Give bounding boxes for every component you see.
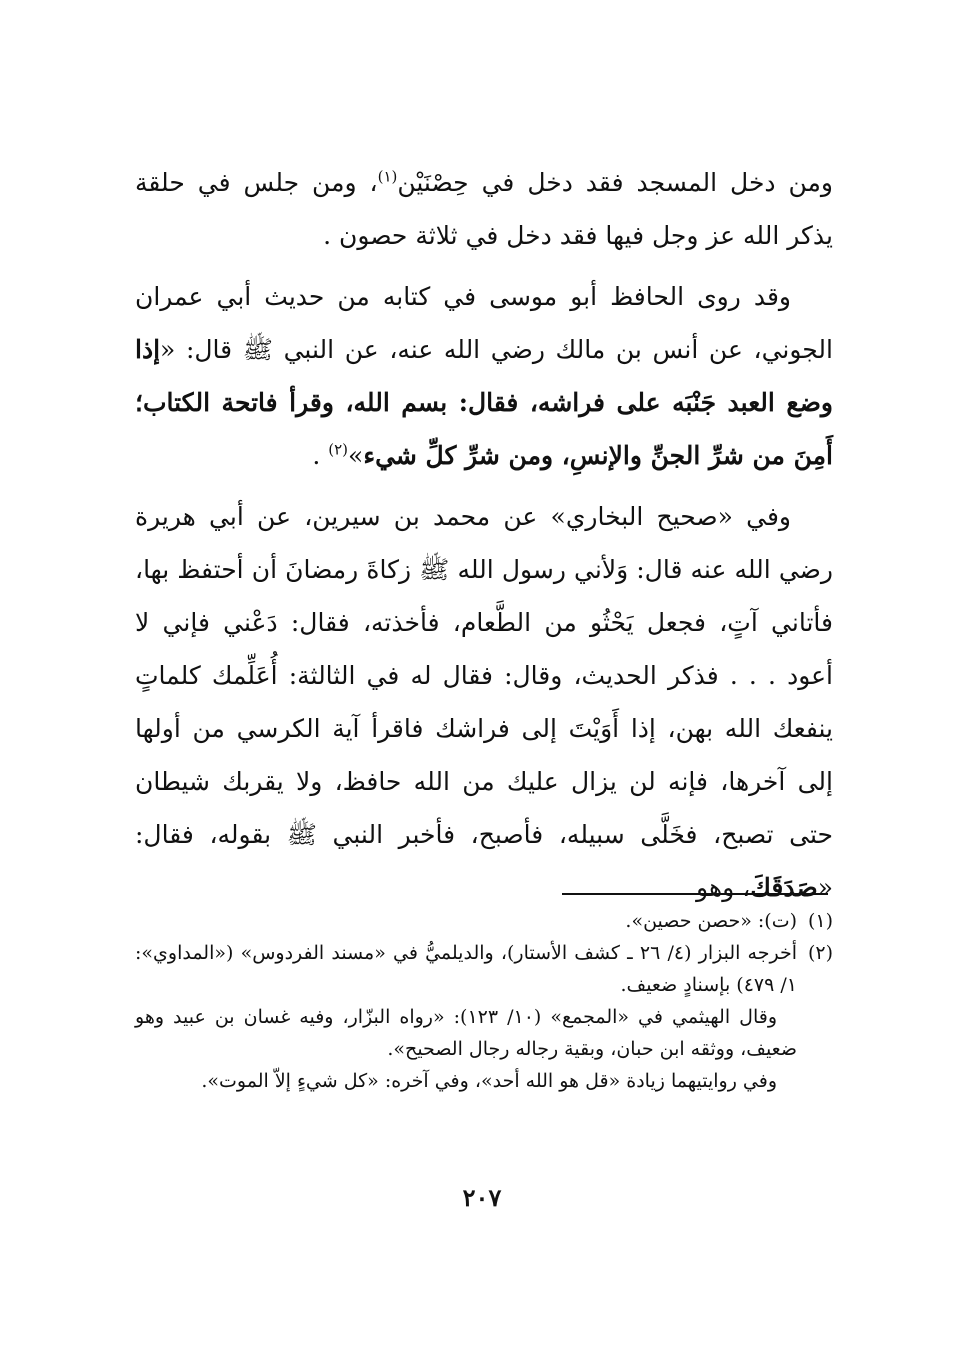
- footnote-2: [135, 937, 833, 1001]
- paragraph-1-text-a: ومن دخل المسجد فقد دخل في حِصْنَيْن: [397, 168, 833, 197]
- footnote-1: [135, 905, 833, 937]
- paragraph-2: [135, 270, 833, 482]
- paragraph-3-text-a: وفي «صحيح البخاري» عن محمد بن سيرين، عن أبي هريرة رضي الله عنه قال: وَلأني رسول الله ﷺ زكاةَ رمضانَ أن أحتفظ بها، فأتاني آتٍ، فجعل يَحْثُو من الطَّعام، فأخذته، فقال: دَعْني فإني لا أعود . . . فذكر الحديث، وقال: فقال له في الثالثة: أُعَلِّمك كلماتٍ ينفعك الله بهن، إذا أَوَيْتَ إلى فراشك فاقرأ آية الكرسي من أولها إلى آخرها، فإنه لن يزال عليك من الله حافظ، ولا يقربك شيطان حتى تصبح، فخَلَّى سبيله، فأصبح، فأخبر النبي ﷺ بقوله، فقال: «: [135, 502, 833, 902]
- footnote-divider: [562, 893, 828, 895]
- hadith-quote-2: صَدَقَكَ: [750, 873, 818, 902]
- footnote-1-number: (١): [807, 910, 833, 932]
- footnote-2-continuation-2: وفي روايتيهما زيادة «قل هو الله أحد»، وفي آخره: «كل شيءٍ إلاّ الموت».: [201, 1070, 777, 1092]
- main-text: [135, 156, 833, 914]
- paragraph-1-text-b: ، ومن جلس في حلقة يذكر الله عز وجل فيها فقد دخل في ثلاثة حصون .: [135, 168, 833, 250]
- footnote-ref-2: (٢): [328, 440, 349, 459]
- footnote-ref-1: (١): [377, 167, 398, 186]
- paragraph-3: [135, 490, 833, 914]
- footnote-2-text: أخرجه البزار (٤/ ٢٦ ـ كشف الأستار)، والديلميُّ في «مسند الفردوس» («المداوي»: ١/ ٤٧٩) بإسنادٍ ضعيف.: [135, 942, 797, 996]
- paragraph-3-text-b: ، وهو: [696, 873, 751, 902]
- footnote-1-text: (ت): «حصن حصين».: [625, 910, 797, 932]
- page-number: ٢٠٧: [462, 1183, 502, 1212]
- paragraph-2-text-c: .: [312, 441, 329, 470]
- footnote-2-number: (٢): [807, 942, 833, 964]
- paragraph-1: [135, 156, 833, 262]
- footnotes: [135, 905, 833, 1097]
- hadith-quote-1: إذا وضع العبد جَنْبَه على فراشه، فقال: بسم الله، وقرأ فاتحة الكتاب؛ أَمِنَ من شرِّ الجنِّ والإنسِ، ومن شرِّ كلِّ شيء: [135, 335, 833, 470]
- paragraph-2-text-b: »: [348, 441, 364, 470]
- footnote-2-continuation-1: وقال الهيثمي في «المجمع» (١٠/ ١٢٣): «رواه البزّار، وفيه غسان بن عبيد وهو ضعيف، ووثقه ابن حبان، وبقية رجاله رجال الصحيح».: [135, 1006, 797, 1060]
- paragraph-2-text-a: وقد روى الحافظ أبو موسى في كتابه من حديث أبي عمران الجوني، عن أنس بن مالك رضي الله عنه، عن النبي ﷺ قال: «: [135, 282, 833, 364]
